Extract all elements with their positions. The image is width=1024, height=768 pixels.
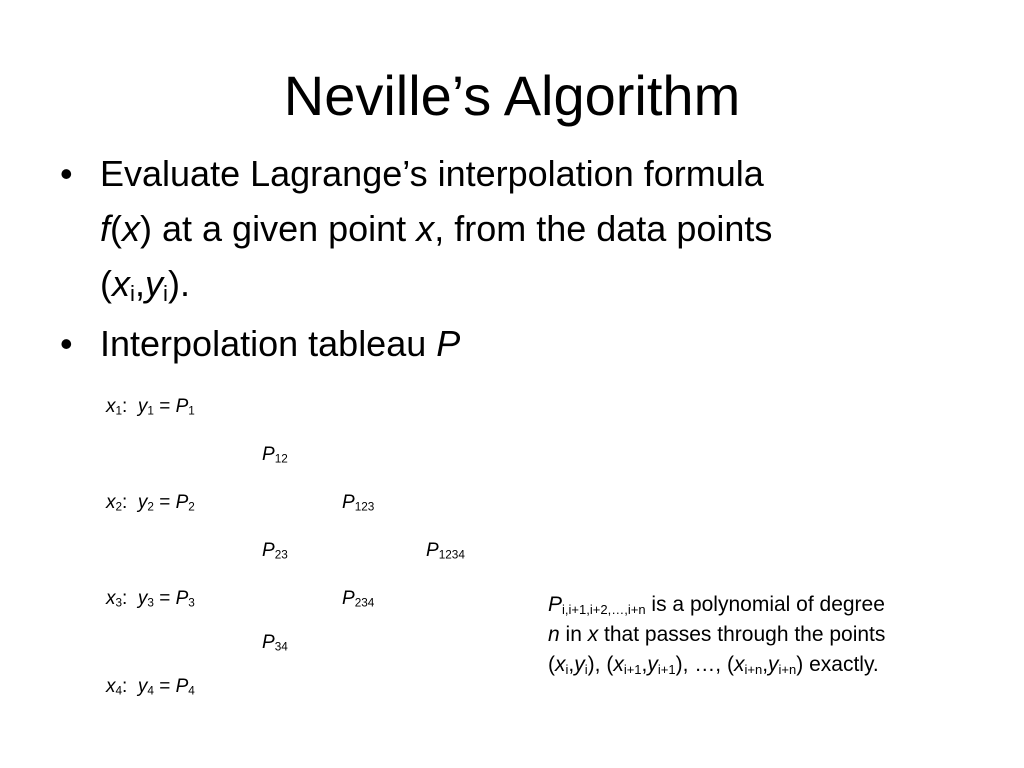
bullet-dot: • xyxy=(60,153,73,194)
bullet-text: Evaluate Lagrange’s interpolation formula xyxy=(100,153,764,194)
paren-close: ). xyxy=(167,263,190,304)
bullet-text: ) at a given point xyxy=(140,208,407,249)
variable-n: n xyxy=(548,623,560,646)
polynomial-symbol: P xyxy=(548,593,563,616)
tableau-entry-p1234: $P_{1234}$ xyxy=(426,540,465,562)
tableau-entry-p123: $P_{123}$ xyxy=(342,492,375,514)
tableau-entry-p12: $P_{12}$ xyxy=(262,444,288,466)
subscript: i xyxy=(130,280,135,306)
variable-x: x xyxy=(416,208,435,249)
tableau-symbol: P xyxy=(436,323,461,364)
paren-open: ( xyxy=(110,208,123,249)
tableau-row-1: $x_1$: $y_1 = P_1$ xyxy=(106,396,195,418)
tableau-entry-p34: $P_{34}$ xyxy=(262,632,288,654)
subscript: i xyxy=(162,280,168,306)
tableau-row-3: $x_3$: $y_3 = P_3$ xyxy=(106,588,195,610)
slide-title: Neville’s Algorithm xyxy=(283,64,741,127)
paren-open: ( xyxy=(100,263,112,304)
bullet-text: , from the data points xyxy=(434,208,773,249)
function-symbol: f xyxy=(100,208,111,249)
tableau-row-4: $x_4$: $y_4 = P_4$ xyxy=(106,676,195,698)
polynomial-note: $P_{i,i+1,i+2,\dots,i+n}$ is a polynomial of degree n in x that passes through the points $(x_i,y_i)$, $(x_{i+1},y_{i+1})$, …, $(x_{i+n},y_{i+n})$ exactly. xyxy=(548,593,886,677)
bullet-text: Interpolation tableau xyxy=(100,323,427,364)
tableau-entry-p234: $P_{234}$ xyxy=(342,588,375,610)
bullet-dot: • xyxy=(60,323,73,364)
variable-y: y xyxy=(144,263,163,304)
variable-x: x xyxy=(122,208,141,249)
comma: , xyxy=(134,263,145,304)
variable-x: x xyxy=(112,263,130,304)
tableau-row-2: $x_2$: $y_2 = P_2$ xyxy=(106,492,195,514)
tableau-entry-p23: $P_{23}$ xyxy=(262,540,288,562)
subscript: i,i+1,i+2,…,i+n xyxy=(562,601,646,617)
variable-x: x xyxy=(587,623,599,646)
